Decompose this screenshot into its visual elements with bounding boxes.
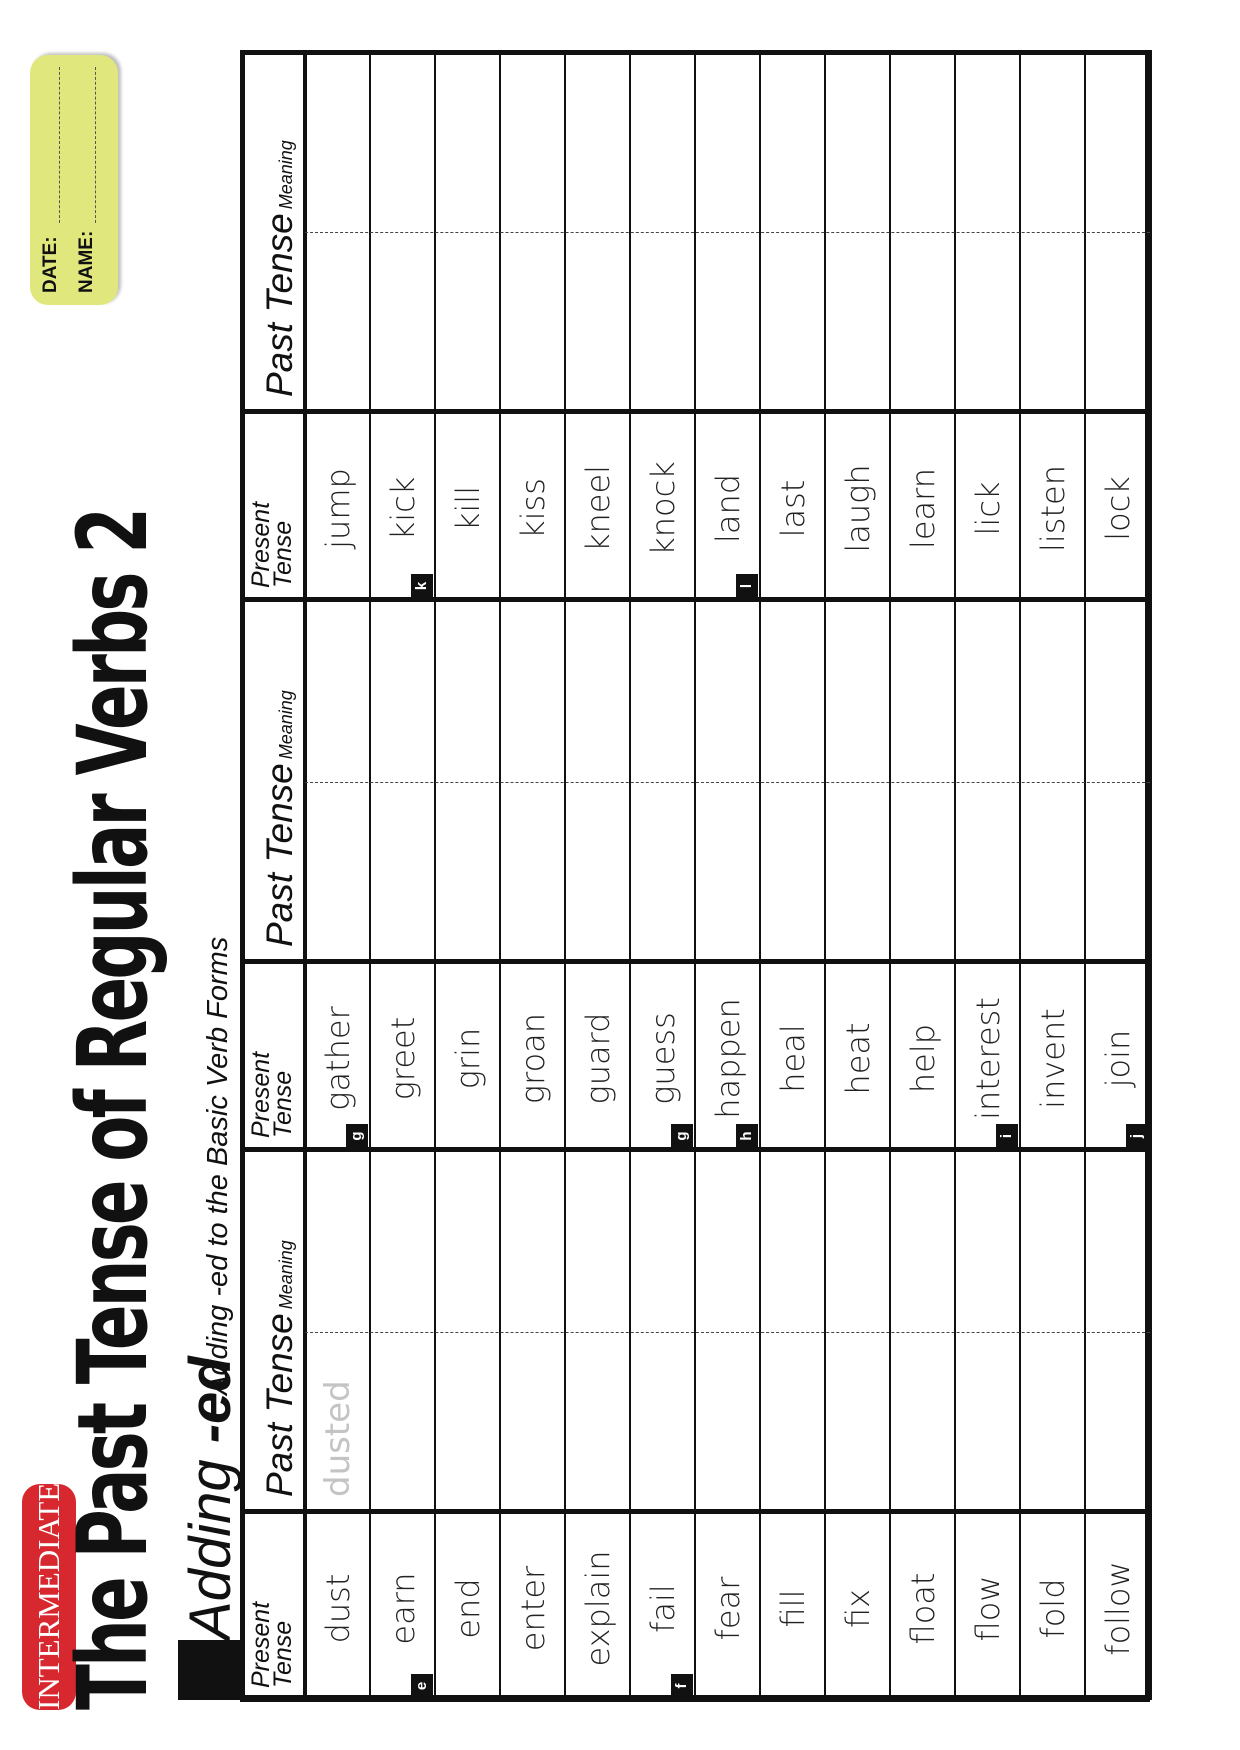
past-tense-answer-cell[interactable] — [890, 234, 955, 418]
past-tense-answer-cell[interactable] — [305, 784, 370, 968]
date-label: DATE: — [40, 236, 61, 293]
meaning-answer-cell[interactable] — [890, 600, 955, 784]
date-write-line — [59, 67, 60, 223]
past-tense-answer-cell[interactable] — [955, 234, 1020, 418]
present-verb: land — [708, 473, 747, 544]
meaning-answer-cell[interactable] — [825, 50, 890, 234]
meaning-answer-cell[interactable] — [955, 600, 1020, 784]
meaning-answer-cell[interactable] — [370, 50, 435, 234]
present-header-line1: Present — [247, 501, 275, 588]
present-verb: learn — [903, 467, 942, 550]
past-tense-answer-cell[interactable] — [435, 1334, 500, 1518]
present-tense-header — [247, 1051, 297, 1138]
past-tense-answer-cell[interactable] — [565, 234, 630, 418]
past-tense-answer-cell[interactable] — [825, 1334, 890, 1518]
present-verb: kick — [383, 476, 422, 541]
present-verb: kill — [448, 485, 487, 532]
name-field[interactable] — [76, 67, 98, 293]
present-header-line1: Present — [247, 1051, 275, 1138]
present-verb: groan — [513, 1012, 552, 1105]
meaning-answer-cell[interactable] — [890, 1150, 955, 1334]
section-marker — [178, 1640, 242, 1700]
meaning-answer-cell[interactable] — [760, 1150, 825, 1334]
meaning-answer-cell[interactable] — [435, 600, 500, 784]
present-tense-column — [240, 409, 1150, 602]
present-verb: happen — [708, 998, 747, 1119]
past-header-label: Past Tense — [259, 1313, 300, 1497]
past-tense-answer-cell[interactable] — [500, 1334, 565, 1518]
section-title: Adding -ed — [178, 1356, 243, 1640]
present-verb: lock — [1098, 476, 1137, 541]
meaning-answer-cell[interactable] — [565, 600, 630, 784]
meaning-answer-cell[interactable] — [1085, 1150, 1150, 1334]
present-header-line2: Tense — [269, 1620, 297, 1688]
present-verb: lick — [968, 481, 1007, 536]
past-tense-header — [258, 1240, 308, 1497]
past-tense-answer-cell[interactable] — [955, 1334, 1020, 1518]
present-verb: interest — [968, 997, 1007, 1120]
date-field[interactable] — [40, 67, 62, 293]
meaning-answer-cell[interactable] — [305, 1150, 370, 1334]
present-verb: follow — [1098, 1561, 1137, 1656]
past-tense-answer-cell[interactable] — [1020, 1334, 1085, 1518]
present-tense-column — [240, 1509, 1150, 1702]
present-tense-header — [247, 1601, 297, 1688]
meaning-answer-cell[interactable] — [955, 50, 1020, 234]
meaning-answer-cell[interactable] — [760, 50, 825, 234]
meaning-answer-cell[interactable] — [500, 50, 565, 234]
present-header-line1: Present — [247, 1601, 275, 1688]
name-write-line — [95, 67, 96, 223]
past-tense-answer-cell[interactable] — [500, 784, 565, 968]
meaning-answer-cell[interactable] — [630, 600, 695, 784]
meaning-answer-cell[interactable] — [955, 1150, 1020, 1334]
present-verb: fear — [708, 1576, 747, 1641]
meaning-header-label: Meaning — [276, 140, 296, 210]
meaning-answer-cell[interactable] — [695, 1150, 760, 1334]
present-verb: fix — [838, 1588, 877, 1629]
past-tense-answer-cell[interactable] — [500, 234, 565, 418]
present-verb: guess — [643, 1012, 682, 1105]
present-verb: enter — [513, 1565, 552, 1652]
present-verb: knock — [643, 461, 682, 556]
present-verb: laugh — [838, 464, 877, 553]
past-tense-answer-cell[interactable] — [435, 234, 500, 418]
past-header-label: Past Tense — [259, 213, 300, 397]
present-verb: greet — [383, 1016, 422, 1101]
meaning-answer-cell[interactable] — [890, 50, 955, 234]
present-verb: end — [448, 1578, 487, 1639]
meaning-answer-cell[interactable] — [630, 1150, 695, 1334]
past-header-label: Past Tense — [259, 763, 300, 947]
past-tense-answer-cell[interactable] — [630, 1334, 695, 1518]
level-badge: INTERMEDIATE — [22, 1484, 76, 1710]
past-tense-answer-cell[interactable] — [305, 234, 370, 418]
letter-marker: g — [346, 1124, 368, 1148]
present-verb: dust — [318, 1573, 357, 1644]
meaning-answer-cell[interactable] — [435, 1150, 500, 1334]
meaning-answer-cell[interactable] — [825, 600, 890, 784]
present-tense-header — [247, 501, 297, 588]
meaning-answer-cell[interactable] — [305, 50, 370, 234]
past-tense-answer-cell[interactable] — [890, 1334, 955, 1518]
meaning-answer-cell[interactable] — [760, 600, 825, 784]
past-tense-answer-cell[interactable] — [435, 784, 500, 968]
past-tense-answer-cell[interactable] — [1085, 1334, 1150, 1518]
present-verb: fold — [1033, 1578, 1072, 1639]
meaning-answer-cell[interactable] — [370, 1150, 435, 1334]
present-verb: gather — [318, 1006, 357, 1111]
present-verb: guard — [578, 1012, 617, 1105]
past-tense-answer-cell[interactable] — [1020, 234, 1085, 418]
meaning-answer-cell[interactable] — [305, 600, 370, 784]
present-verb: kneel — [578, 464, 617, 553]
verb-table — [240, 50, 1150, 1700]
past-tense-answer-cell[interactable] — [825, 234, 890, 418]
present-verb: listen — [1033, 465, 1072, 552]
past-tense-answer-cell[interactable] — [760, 1334, 825, 1518]
past-tense-answer-cell[interactable] — [695, 784, 760, 968]
present-verb: invent — [1033, 1008, 1072, 1109]
present-verb: join — [1098, 1029, 1137, 1088]
present-verb: flow — [968, 1575, 1007, 1642]
past-tense-header — [258, 140, 308, 397]
meaning-answer-cell[interactable] — [565, 1150, 630, 1334]
meaning-header-label: Meaning — [276, 690, 296, 760]
past-tense-answer-cell[interactable] — [370, 234, 435, 418]
meaning-answer-cell[interactable] — [1020, 1150, 1085, 1334]
letter-marker: l — [736, 574, 758, 598]
letter-marker: f — [671, 1674, 693, 1698]
past-tense-answer-cell[interactable] — [695, 234, 760, 418]
past-tense-answer-cell[interactable] — [565, 784, 630, 968]
page-title: The Past Tense of Regular Verbs 2 — [57, 509, 169, 1710]
past-tense-answer-cell[interactable] — [955, 784, 1020, 968]
present-header-line2: Tense — [269, 1070, 297, 1138]
past-tense-answer-cell[interactable] — [1085, 784, 1150, 968]
name-label: NAME: — [76, 230, 97, 293]
past-tense-answer-cell[interactable] — [825, 784, 890, 968]
letter-marker: e — [411, 1674, 433, 1698]
past-tense-answer-cell[interactable] — [695, 1334, 760, 1518]
meaning-answer-cell[interactable] — [630, 50, 695, 234]
letter-marker: g — [671, 1124, 693, 1148]
letter-marker: k — [411, 574, 433, 598]
past-tense-answer-cell[interactable] — [1085, 234, 1150, 418]
present-verb: help — [903, 1023, 942, 1094]
letter-marker: j — [1126, 1124, 1148, 1148]
section-subtitle: Adding -ed to the Basic Verb Forms — [202, 936, 234, 1395]
past-tense-answer-cell[interactable] — [630, 234, 695, 418]
past-tense-answer-cell[interactable] — [630, 784, 695, 968]
present-header-line2: Tense — [269, 520, 297, 588]
present-verb: heat — [838, 1022, 877, 1095]
meaning-answer-cell[interactable] — [500, 1150, 565, 1334]
present-verb: last — [773, 479, 812, 538]
meaning-answer-cell[interactable] — [1020, 50, 1085, 234]
present-verb: jump — [318, 468, 357, 549]
present-verb: earn — [383, 1572, 422, 1645]
past-tense-answer-cell[interactable] — [1020, 784, 1085, 968]
present-verb: explain — [578, 1550, 617, 1667]
meaning-answer-cell[interactable] — [825, 1150, 890, 1334]
present-verb: fill — [773, 1589, 812, 1628]
past-tense-answer-cell[interactable] — [370, 784, 435, 968]
letter-marker: i — [996, 1124, 1018, 1148]
past-tense-answer-cell[interactable] — [760, 784, 825, 968]
meaning-answer-cell[interactable] — [695, 600, 760, 784]
past-tense-answer-cell[interactable] — [890, 784, 955, 968]
letter-marker: h — [736, 1124, 758, 1148]
example-answer: dusted — [317, 1380, 358, 1497]
meaning-answer-cell[interactable] — [435, 50, 500, 234]
meaning-answer-cell[interactable] — [565, 50, 630, 234]
meaning-answer-cell[interactable] — [1020, 600, 1085, 784]
meaning-answer-cell[interactable] — [1085, 600, 1150, 784]
meaning-answer-cell[interactable] — [500, 600, 565, 784]
present-verb: fail — [643, 1584, 682, 1633]
date-name-box — [30, 55, 118, 305]
meaning-header-label: Meaning — [276, 1240, 296, 1310]
meaning-answer-cell[interactable] — [370, 600, 435, 784]
past-tense-answer-cell[interactable] — [370, 1334, 435, 1518]
past-tense-answer-cell[interactable] — [565, 1334, 630, 1518]
past-tense-answer-cell[interactable] — [760, 234, 825, 418]
meaning-answer-cell[interactable] — [695, 50, 760, 234]
present-verb: heal — [773, 1024, 812, 1093]
present-verb: float — [903, 1572, 942, 1645]
present-verb: kiss — [513, 478, 552, 539]
past-tense-header — [258, 690, 308, 947]
meaning-answer-cell[interactable] — [1085, 50, 1150, 234]
present-verb: grin — [448, 1027, 487, 1090]
